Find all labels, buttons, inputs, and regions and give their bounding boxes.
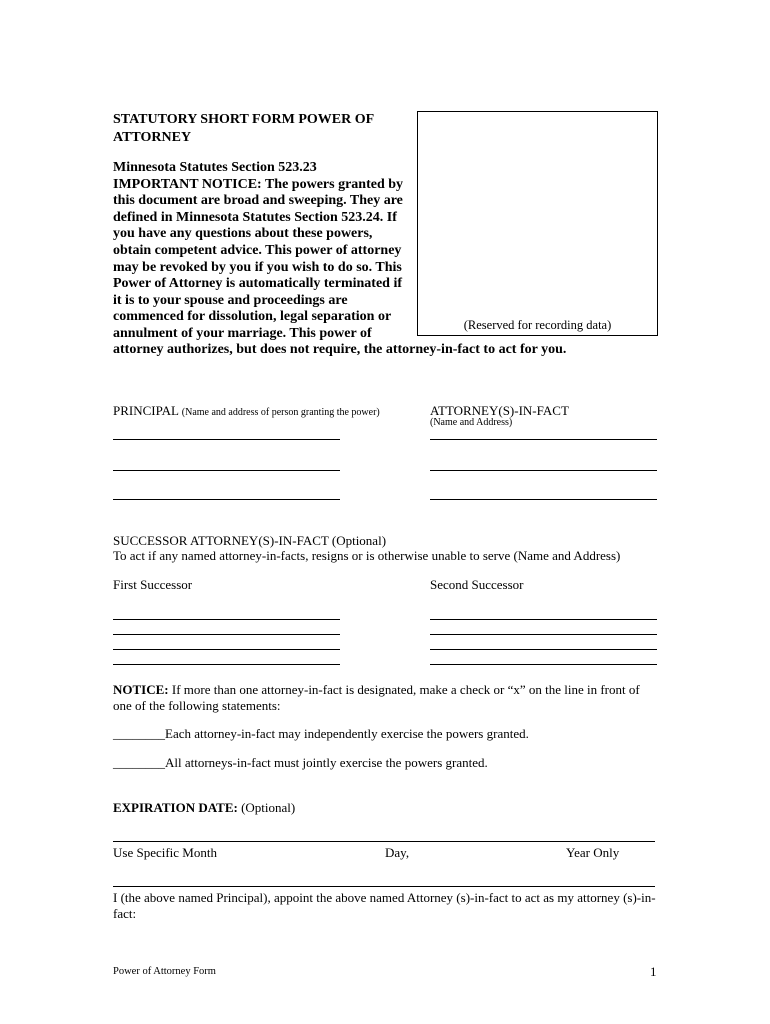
day-label: Day, — [385, 845, 410, 860]
principal-line-3[interactable] — [113, 499, 340, 500]
second-successor-label: Second Successor — [430, 577, 524, 592]
first-successor-line-1[interactable] — [113, 619, 340, 620]
attorney-hint: (Name and Address) — [430, 417, 513, 428]
second-successor-line-2[interactable] — [430, 634, 657, 635]
notice-line: IMPORTANT NOTICE: The powers granted by — [113, 176, 404, 192]
principal-label: PRINCIPAL — [113, 403, 179, 418]
notice-line: this document are broad and sweeping. They are — [113, 193, 403, 209]
multiple-attorney-notice — [113, 682, 658, 714]
first-successor-line-2[interactable] — [113, 634, 340, 635]
notice-line-last: attorney authorizes, but does not require, the attorney-in-fact to act for you. — [113, 342, 567, 357]
document-title: STATUTORY SHORT FORM POWER OF ATTORNEY — [113, 112, 374, 145]
notice-line: annulment of your marriage. This power of — [113, 325, 372, 341]
statute-reference: Minnesota Statutes Section 523.23 — [113, 160, 317, 175]
first-successor-line-4[interactable] — [113, 664, 340, 665]
second-successor-line-4[interactable] — [430, 664, 657, 665]
option-independent[interactable]: ________Each attorney-in-fact may independently exercise the powers granted. — [113, 726, 529, 741]
notice-line: may be revoked by you if you wish to do so. This — [113, 259, 402, 275]
attorney-line-1[interactable] — [430, 439, 657, 440]
important-notice — [113, 160, 413, 343]
footer-form-name: Power of Attorney Form — [113, 966, 216, 977]
expiration-optional: (Optional) — [237, 800, 296, 815]
principal-hint: (Name and address of person granting the power) — [181, 407, 380, 418]
first-successor-line-3[interactable] — [113, 649, 340, 650]
attorney-label: ATTORNEY(S)-IN-FACT — [430, 403, 569, 418]
notice-line: it is to your spouse and proceedings are — [113, 292, 348, 308]
attorney-line-3[interactable] — [430, 499, 657, 500]
principal-label-group — [113, 403, 380, 421]
notice-text: If more than one attorney-in-fact is designated, make a check or “x” on the line in front of one of the following statements: — [113, 682, 640, 713]
appointment-line[interactable] — [113, 886, 655, 887]
expiration-heading — [113, 800, 295, 816]
notice-line: commenced for dissolution, legal separation or — [113, 309, 392, 325]
recording-data-label: (Reserved for recording data) — [463, 318, 612, 332]
principal-line-2[interactable] — [113, 470, 340, 471]
notice-line: you have any questions about these powers, — [113, 226, 373, 242]
second-successor-line-3[interactable] — [430, 649, 657, 650]
option-jointly[interactable]: ________All attorneys-in-fact must jointly exercise the powers granted. — [113, 755, 488, 770]
second-successor-line-1[interactable] — [430, 619, 657, 620]
first-successor-label: First Successor — [113, 577, 193, 592]
successor-heading: SUCCESSOR ATTORNEY(S)-IN-FACT (Optional) — [113, 533, 387, 548]
notice-line: defined in Minnesota Statutes Section 523.24. If — [113, 209, 397, 225]
notice-line: Power of Attorney is automatically terminated if — [113, 276, 403, 292]
notice-label: NOTICE: — [113, 682, 169, 697]
principal-line-1[interactable] — [113, 439, 340, 440]
notice-line: obtain competent advice. This power of attorney — [113, 242, 402, 258]
successor-subtext: To act if any named attorney-in-facts, resigns or is otherwise unable to serve (Name and Address) — [113, 548, 621, 563]
recording-data-box — [417, 111, 658, 336]
page-number: 1 — [650, 964, 657, 979]
expiration-label: EXPIRATION DATE: — [113, 800, 238, 815]
appointment-statement: I (the above named Principal), appoint the above named Attorney (s)-in-fact to act as my attorney (s)-in-fact: — [113, 890, 656, 921]
expiration-date-line[interactable] — [113, 841, 655, 842]
attorney-line-2[interactable] — [430, 470, 657, 471]
month-label: Use Specific Month — [113, 845, 217, 860]
year-label: Year Only — [566, 845, 620, 860]
